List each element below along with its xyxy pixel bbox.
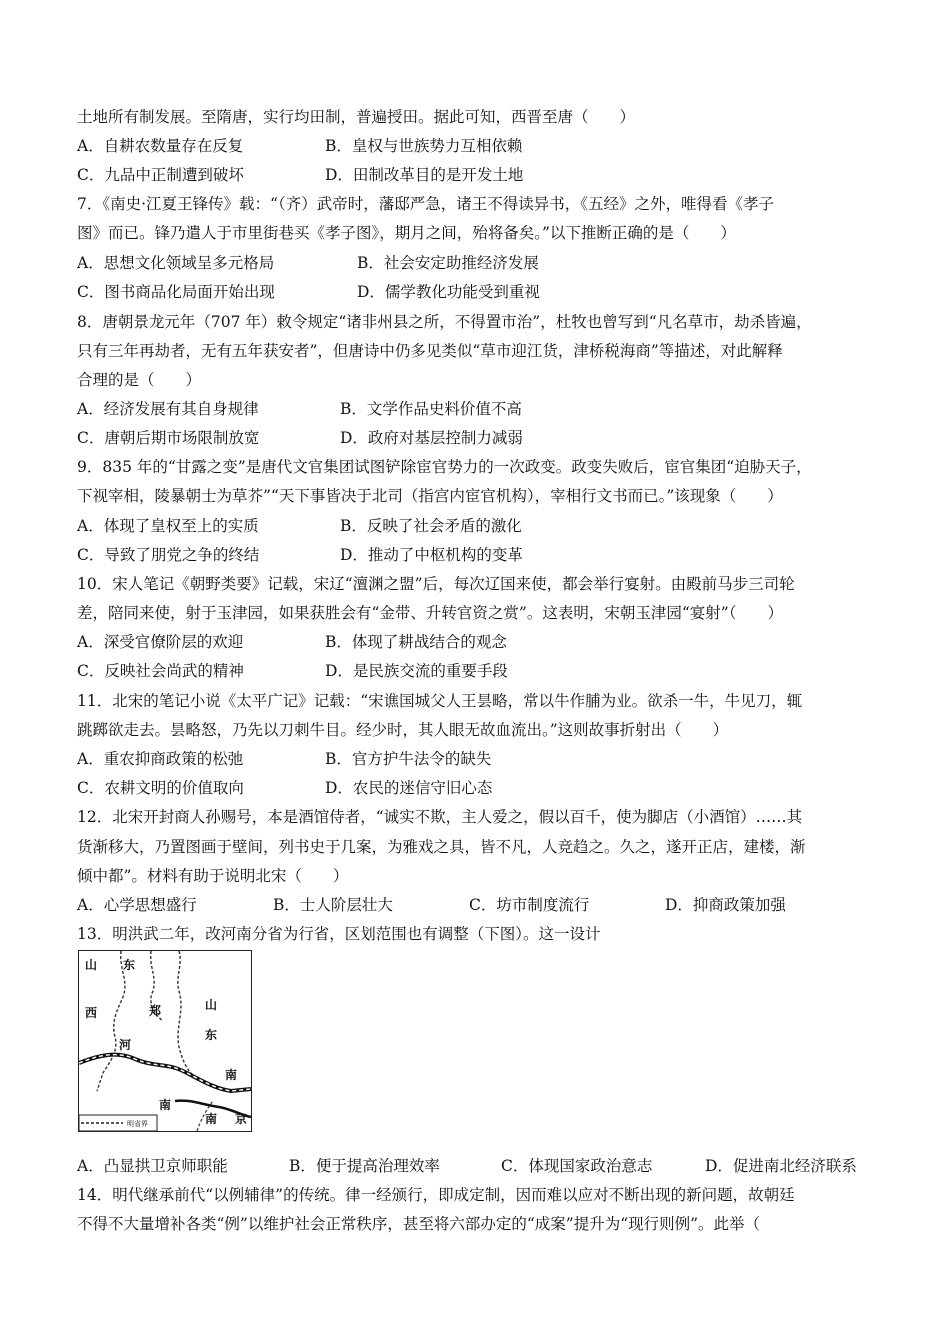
question-14-line-2: 不得不大量增补各类“例”以维护社会正常秩序，甚至将六部办定的“成案”提升为“现行则例”。此举（	[77, 1215, 761, 1233]
map-label: 山	[205, 998, 218, 1012]
option-b: B．官方护牛法令的缺失	[325, 750, 492, 768]
option-b: B．便于提高治理效率	[289, 1157, 440, 1175]
option-a: A．自耕农数量存在反复	[77, 137, 244, 155]
question-9-options-row-1	[77, 515, 522, 537]
option-b: B．皇权与世族势力互相依赖	[325, 137, 523, 155]
map-label: 东	[205, 1028, 218, 1042]
option-d: D．儒学教化功能受到重视	[357, 283, 540, 301]
legend-label: 明省界	[127, 1120, 148, 1128]
option-b: B．反映了社会矛盾的激化	[340, 517, 522, 535]
map-label: 京	[235, 1112, 248, 1126]
question-6-options-row-2	[77, 164, 523, 186]
option-a: A．心学思想盛行	[77, 896, 197, 914]
question-11-options-row-1	[77, 748, 491, 770]
option-c: C．九品中正制遭到破坏	[77, 166, 244, 184]
option-d: D．是民族交流的重要手段	[325, 662, 508, 680]
question-6-stem: 土地所有制发展。至隋唐，实行均田制，普遍授田。据此可知，西晋至唐（ ）	[77, 108, 636, 126]
map-label: 东	[123, 958, 136, 972]
question-12-line-1: 12．北宋开封商人孙赐号，本是酒馆侍者，“诚实不欺，主人爱之，假以百千，使为脚店（小酒馆）……其	[77, 808, 803, 826]
question-7-line-2: 图》而已。锋乃遣人于市里街巷买《孝子图》，期月之间，殆将备矣。”以下推断正确的是（ ）	[77, 224, 736, 242]
question-7-line-1: 7．《南史·江夏王锋传》载：“（齐）武帝时，藩邸严急，诸王不得读异书，《五经》之外，唯得看《孝子	[77, 195, 774, 213]
map-label: 南	[225, 1068, 238, 1082]
option-d: D．促进南北经济联系	[705, 1157, 857, 1175]
map-label: 郑	[149, 1004, 162, 1018]
question-9-line-2: 下视宰相，陵暴朝士为草芥”“天下事皆决于北司（指宫内宦官机构），宰相行文书而已。”该现象（ ）	[77, 487, 783, 505]
option-d: D．抑商政策加强	[665, 896, 786, 914]
question-14-line-1: 14．明代继承前代“以例辅律”的传统。律一经颁行，即成定制，因而难以应对不断出现的新问题，故朝廷	[77, 1186, 795, 1204]
map-label: 南	[205, 1112, 218, 1126]
map-label: 河	[119, 1038, 132, 1052]
question-9-line-1: 9．835 年的“甘露之变”是唐代文官集团试图铲除宦官势力的一次政变。政变失败后，宦官集团“迫胁天子，	[77, 458, 812, 476]
option-a: A．体现了皇权至上的实质	[77, 517, 259, 535]
option-c: C．坊市制度流行	[469, 896, 590, 914]
option-c: C．图书商品化局面开始出现	[77, 283, 275, 301]
boundary-line	[178, 951, 201, 1081]
option-b: B．文学作品史料价值不高	[340, 400, 522, 418]
option-c: C．导致了朋党之争的终结	[77, 546, 260, 564]
question-7-options-row-2	[77, 281, 540, 303]
question-6-options-row-1	[77, 135, 522, 157]
question-8-line-3: 合理的是（ ）	[77, 371, 202, 389]
ming-henan-map	[78, 950, 252, 1132]
question-12-options	[77, 894, 786, 916]
option-d: D．政府对基层控制力减弱	[340, 429, 523, 447]
question-13-options	[77, 1155, 857, 1177]
map-label: 西	[85, 1006, 98, 1020]
question-7-options-row-1	[77, 252, 539, 274]
map-label: 南	[159, 1098, 172, 1112]
question-13-stem: 13．明洪武二年，改河南分省为行省，区划范围也有调整（下图）。这一设计	[77, 925, 601, 943]
option-d: D．推动了中枢机构的变革	[340, 546, 523, 564]
option-a: A．深受官僚阶层的欢迎	[77, 633, 244, 651]
question-8-options-row-1	[77, 398, 522, 420]
map-figure	[79, 951, 251, 1131]
option-c: C．体现国家政治意志	[501, 1157, 653, 1175]
question-10-line-1: 10．宋人笔记《朝野类要》记载，宋辽“澶渊之盟”后，每次辽国来使，都会举行宴射。由殿前马步三司轮	[77, 575, 795, 593]
option-c: C．唐朝后期市场限制放宽	[77, 429, 260, 447]
question-10-line-2: 差，陪同来使，射于玉津园，如果获胜会有“金带、升转官资之赏”。这表明，宋朝玉津园“宴射”（ ）	[77, 604, 783, 622]
question-11-line-2: 跳踯欲走去。昙略怒，乃先以刀刺牛目。经少时，其人眼无故血流出。”这则故事折射出（ ）	[77, 721, 729, 739]
option-c: C．农耕文明的价值取向	[77, 779, 244, 797]
question-12-line-2: 货渐移大，乃置图画于壁间，列书史于几案，为雅戏之具，皆不凡，人竞趋之。久之，遂开正店，建楼，渐	[77, 838, 806, 856]
option-a: A．凸显拱卫京师职能	[77, 1157, 228, 1175]
question-10-options-row-2	[77, 660, 508, 682]
question-11-options-row-2	[77, 777, 492, 799]
option-a: A．经济发展有其自身规律	[77, 400, 259, 418]
option-d: D．田制改革目的是开发土地	[325, 166, 524, 184]
question-10-options-row-1	[77, 631, 507, 653]
question-8-line-1: 8．唐朝景龙元年（707 年）敕令规定“诸非州县之所，不得置市治”，杜牧也曾写到“凡名草市，劫杀皆遍，	[77, 313, 812, 331]
option-b: B．体现了耕战结合的观念	[325, 633, 507, 651]
option-c: C．反映社会尚武的精神	[77, 662, 244, 680]
question-12-line-3: 倾中都”。材料有助于说明北宋（ ）	[77, 867, 349, 885]
question-8-options-row-2	[77, 427, 523, 449]
option-d: D．农民的迷信守旧心态	[325, 779, 493, 797]
option-a: A．重农抑商政策的松弛	[77, 750, 244, 768]
question-8-line-2: 只有三年再劫者，无有五年获安者”，但唐诗中仍多见类似“草市迎江货，津桥税海商”等描述，对此解释	[77, 342, 783, 360]
map-label: 山	[85, 958, 98, 972]
boundary-line	[97, 951, 125, 1091]
option-b: B．社会安定助推经济发展	[357, 254, 539, 272]
question-9-options-row-2	[77, 544, 523, 566]
question-11-line-1: 11．北宋的笔记小说《太平广记》记载：“宋谯国城父人王昙略，常以牛作脯为业。欲杀一牛，牛见刀，辄	[77, 692, 803, 710]
option-b: B．士人阶层壮大	[273, 896, 393, 914]
option-a: A．思想文化领域呈多元格局	[77, 254, 275, 272]
